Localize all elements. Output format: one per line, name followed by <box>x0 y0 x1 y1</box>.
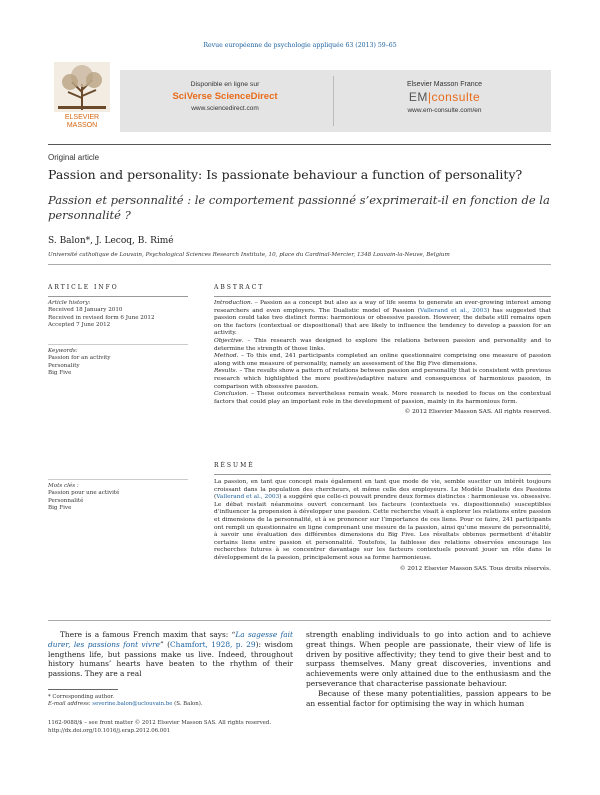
resume-body: La passion, en tant que concept mais également en tant que mode de vie, semble susciter un intérêt toujours croissant dans la population des chercheurs, et même celle des employeurs. Le Modèle Dualiste des Passions (Vallerand et al., 2003) a suggéré que celle-ci pouvait prendre deux formes distinctes : harmonieuse vs. obsessive. Le débat restait néanmoins ouvert concernant les facteurs (contextuels vs. dispositionnels) susceptibles d’influencer la propension à développer une passion. Cette recherche visait à explorer les relations entre passion et dimensions de la personnalité, et à se prononcer sur l’importance de ces liens. Pour ce faire, 241 participants ont rempli un questionnaire en ligne comprenant une mesure de la passion, ainsi qu’une mesure de personnalité, à savoir une évaluation des différentes dimensions du Big Five. Les résultats obtenus permettent d’établir certains liens entre passion et personnalité. Toutefois, la faiblesse des relations observées encourage les recherches futures à se concentrer davantage sur les facteurs contextuels pouvant jouer un rôle dans le développement de la passion, principalement sous sa forme harmonieuse. © 2012 Elsevier Masson SAS. Tous droits réservés. <box>214 479 551 572</box>
elsevier-logo <box>48 58 116 140</box>
resume-citation-link[interactable]: Vallerand et al., 2003 <box>216 494 280 501</box>
abstract-rule <box>214 296 551 297</box>
em-url-link[interactable]: www.em-consulte.com/en <box>407 107 482 114</box>
em-consulte-brand: EM|consulte <box>408 90 481 104</box>
article-type: Original article <box>48 153 100 162</box>
access-box <box>120 70 551 132</box>
elsevier-masson-logo-text: ELSEVIER MASSON <box>64 114 100 129</box>
citation-link[interactable]: Vallerand et al., 2003 <box>419 307 488 314</box>
intro-paragraph-right: strength enabling individuals to go into action and to achieve great things. When people are passionate, their view of life is driven by positive affectivity; they tend to give their best and to surpass themselves. Many great discoveries, inventions and achievements were only attained due to the enthusiasm and the perseverance that characterise passionate behaviour. Because of these many potentialities, passion appears to be an essential factor for optimising the way in which human <box>306 630 551 708</box>
history-rule <box>48 344 188 345</box>
affiliation: Université catholique de Louvain, Psychological Sciences Research Institute, 10, place du Cardinal-Mercier, 1348 Louvain-la-Neuve, Belgium <box>48 252 450 258</box>
article-info-rule <box>48 296 188 297</box>
header-rule <box>48 144 551 145</box>
footnote: * Corresponding author. E-mail address: severine.balon@uclouvain.be (S. Balon). <box>48 694 203 708</box>
affiliation-rule <box>48 264 551 265</box>
keywords: Keywords: Passion for an activity Personality Big Five <box>48 348 111 377</box>
journal-citation[interactable]: Revue européenne de psychologie appliquée 63 (2013) 59–65 <box>203 42 397 49</box>
article-history: Article history: Received 18 January 2010 Received in revised form 6 June 2012 Accepted 7 June 2012 <box>48 300 155 329</box>
intro-paragraph-left: There is a famous French maxim that says: “La sagesse fait durer, les passions font vivre” (Chamfort, 1928, p. 29): wisdom lengthens life, but passions make us live. Indeed, throughout history humans’ hearts have beaten to the rhythm of their passions. They are a real <box>48 630 293 679</box>
mots-rule <box>48 479 188 480</box>
resume-heading: RÉSUMÉ <box>214 462 255 469</box>
doi-link[interactable]: http://dx.doi.org/10.1016/j.erap.2012.06.001 <box>48 728 171 734</box>
sd-available-label: Disponible en ligne sur <box>190 81 260 88</box>
abstract-body: Introduction. – Passion as a concept but also as a way of life seems to generate an ever-growing interest among researchers and even employers. The Dualistic model of Passion (Vallerand et al., 2003) has suggested that passion could take two distinct forms: harmonious or obsessive passion. However, the debate still remains open on the factors (contextual or dispositional) that are likely to influence the tendency to develop a passion for an activity. Objective. – This research was designed to explore the relations between passion and personality and to determine the strength of those links. Method. – To this end, 241 participants completed an online questionnaire comprising one measure of passion along with one measure of personality, namely an assessment of the Big Five dimensions. Results. – The results show a pattern of relations between passion and personality that is consistent with previous research which highlighted the more positive/adaptive nature and consequences of harmonious passion, in comparison with obsessive passion. Conclusion. – These outcomes nevertheless remain weak. More research is needed to focus on the contextual factors that could play an important role in the development of passion, mainly in its harmonious form. © 2012 Elsevier Masson SAS. All rights reserved. <box>214 300 552 416</box>
article-subtitle: Passion et personnalité : le comportement passionné s’exprimerait-il en fonction de la personnalité ? <box>48 193 550 222</box>
footnote-rule <box>48 689 118 690</box>
sd-brand: SciVerse ScienceDirect <box>172 91 278 102</box>
chamfort-citation-link[interactable]: Chamfort, 1928, p. 29 <box>170 639 256 649</box>
issn-line: 1162-9088/$ – see front matter © 2012 Elsevier Masson SAS. All rights reserved. <box>48 720 272 726</box>
article-title: Passion and personality: Is passionate behaviour a function of personality? <box>48 167 523 182</box>
abstract-copyright: © 2012 Elsevier Masson SAS. All rights reserved. <box>404 409 551 416</box>
sd-url-link[interactable]: www.sciencedirect.com <box>191 105 259 112</box>
authors: S. Balon*, J. Lecoq, B. Rimé <box>48 236 174 246</box>
publisher-banner <box>48 58 551 140</box>
elsevier-tree-icon <box>54 62 110 112</box>
abstract-heading: ABSTRACT <box>214 284 265 291</box>
em-publisher-label: Elsevier Masson France <box>406 81 483 88</box>
sciencedirect-block[interactable] <box>120 70 330 132</box>
mots-cles: Mots clés : Passion pour une activité Personnalité Big Five <box>48 483 120 512</box>
resume-rule <box>214 474 551 475</box>
em-consulte-block[interactable] <box>338 70 551 132</box>
article-info-heading: ARTICLE INFO <box>48 284 119 291</box>
banner-divider <box>333 76 334 126</box>
front-matter-rule <box>48 620 551 621</box>
email-link[interactable]: severine.balon@uclouvain.be <box>92 701 173 708</box>
resume-copyright: © 2012 Elsevier Masson SAS. Tous droits réservés. <box>399 565 551 572</box>
